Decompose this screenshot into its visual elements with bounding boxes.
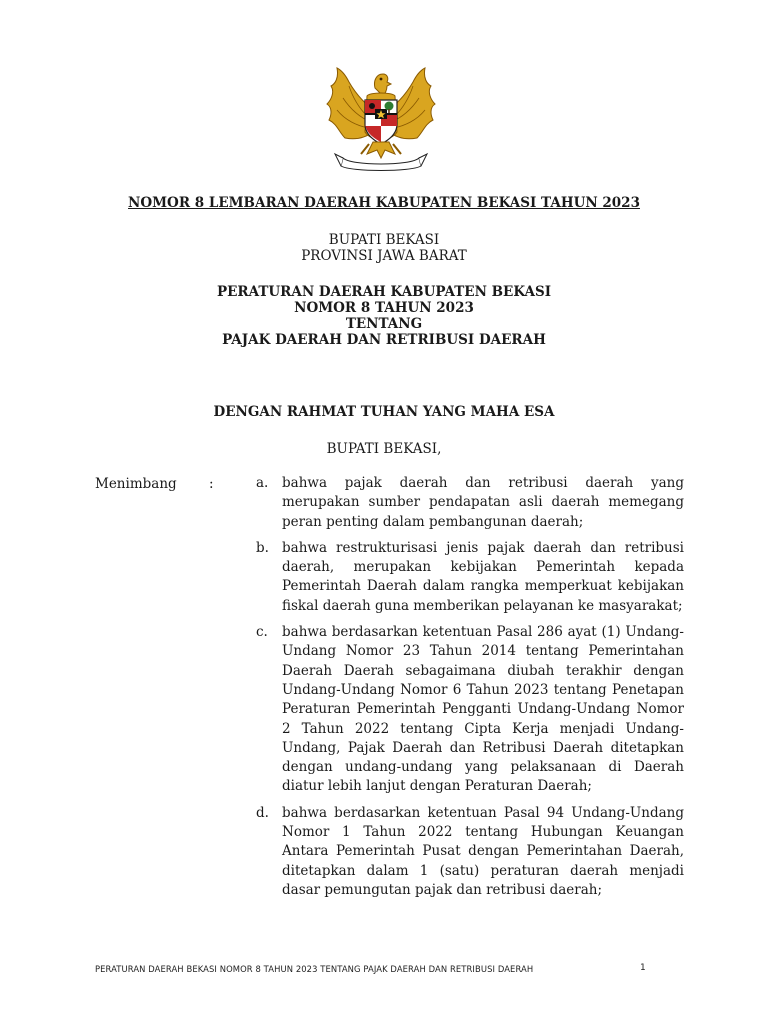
item-letter: b. xyxy=(256,539,269,556)
issuer-line: BUPATI BEKASI, xyxy=(326,441,442,457)
page-footer-text: PERATURAN DAERAH BEKASI NOMOR 8 TAHUN 2023 TENTANG PAJAK DAERAH DAN RETRIBUSI DAERAH xyxy=(95,964,534,974)
consideration-item-d xyxy=(256,804,684,900)
consideration-item-b xyxy=(256,539,684,616)
item-text: bahwa pajak daerah dan retribusi daerah yang merupakan sumber pendapatan asli daerah memegang peran penting dalam pembangunan daerah; xyxy=(282,475,684,530)
considerations-label: Menimbang xyxy=(95,476,177,492)
considerations-colon: : xyxy=(209,476,214,492)
considerations-list xyxy=(256,474,684,907)
item-letter: a. xyxy=(256,475,269,491)
gazette-number-line: NOMOR 8 LEMBARAN DAERAH KABUPATEN BEKASI TAHUN 2023 xyxy=(128,195,640,211)
consideration-item-c xyxy=(256,623,684,797)
page-number: 1 xyxy=(640,963,646,973)
authority-province: PROVINSI JAWA BARAT xyxy=(301,248,467,264)
invocation-line: DENGAN RAHMAT TUHAN YANG MAHA ESA xyxy=(213,404,555,420)
regulation-title-line-4: PAJAK DAERAH DAN RETRIBUSI DAERAH xyxy=(222,332,546,348)
regulation-title-line-2: NOMOR 8 TAHUN 2023 xyxy=(294,300,474,316)
consideration-item-a xyxy=(256,474,684,532)
garuda-emblem-icon xyxy=(321,62,441,174)
regulation-title-line-3: TENTANG xyxy=(345,316,423,332)
item-letter: d. xyxy=(256,804,269,821)
item-text: bahwa berdasarkan ketentuan Pasal 286 ayat (1) Undang-Undang Nomor 23 Tahun 2014 tentang Pemerintahan Daerah Daerah sebagaimana diubah terakhir dengan Undang-Undang Nomor 6 Tahun 2023 tentang Penetapan Peraturan Pemerintah Pengganti Undang-Undang Nomor 2 Tahun 2022 tentang Cipta Kerja menjadi Undang-Undang, Pajak Daerah dan Retribusi Daerah ditetapkan dengan undang-undang yang pelaksanaan di Daerah diatur lebih lanjut dengan Peraturan Daerah; xyxy=(282,624,684,795)
item-letter: c. xyxy=(256,624,268,641)
authority-regent: BUPATI BEKASI xyxy=(328,232,440,248)
item-text: bahwa restrukturisasi jenis pajak daerah dan retribusi daerah, merupakan kebijakan Pemerintah kepada Pemerintah Daerah dalam rangka memperkuat kebijakan fiskal daerah guna memberikan pelayanan ke masyarakat; xyxy=(282,539,684,614)
item-text: bahwa berdasarkan ketentuan Pasal 94 Undang-Undang Nomor 1 Tahun 2022 tentang Hubungan Keuangan Antara Pemerintah Pusat dengan Pemerintahan Daerah, ditetapkan dalam 1 (satu) peraturan daerah menjadi dasar pemungutan pajak dan retribusi daerah; xyxy=(282,804,684,898)
regulation-title-line-1: PERATURAN DAERAH KABUPATEN BEKASI xyxy=(216,284,552,300)
